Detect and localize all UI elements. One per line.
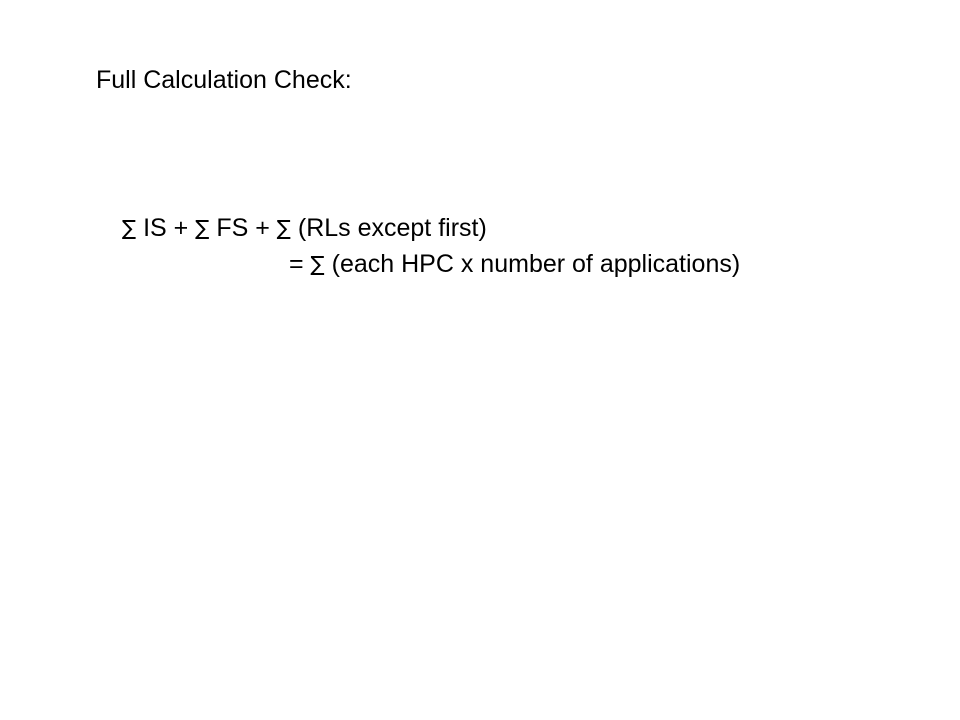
formula-term-is: IS + — [136, 214, 196, 242]
formula-term-rls: (RLs except first) — [290, 214, 487, 242]
sigma-symbol: ∑ — [310, 252, 325, 276]
formula-term-fs: FS + — [209, 214, 277, 242]
sigma-symbol: ∑ — [195, 216, 210, 240]
sigma-symbol: ∑ — [276, 216, 291, 240]
formula-term-hpc: (each HPC x number of applications) — [324, 250, 741, 278]
formula-line-2 — [289, 246, 740, 282]
sigma-symbol: ∑ — [122, 216, 137, 240]
formula-equals: = — [289, 250, 311, 278]
formula-line-1 — [122, 210, 487, 246]
slide-title: Full Calculation Check: — [96, 66, 352, 94]
